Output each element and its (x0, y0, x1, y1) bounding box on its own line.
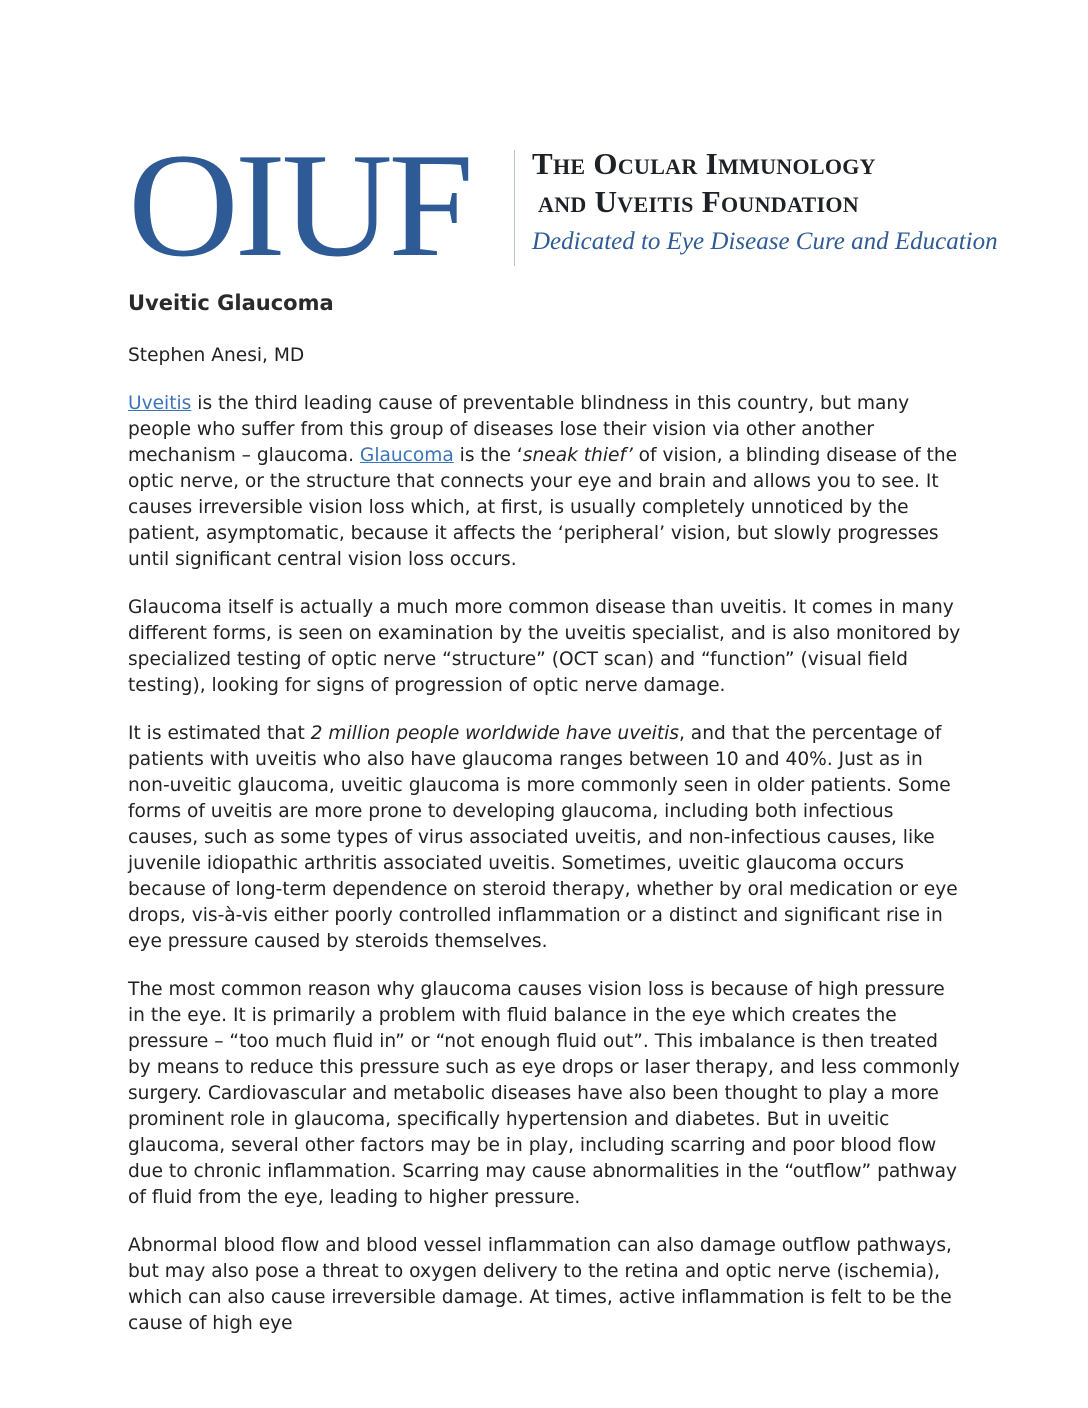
paragraph-1-text-a: is the third leading cause of preventable blindness in this country, but many people who suffer from this group of diseases lose their vision via other another mechanism – glaucoma. (128, 393, 910, 466)
oiuf-logo (128, 123, 998, 288)
logo-tagline: Dedicated to Eye Disease Cure and Education (532, 228, 998, 255)
paragraph-2: Glaucoma itself is actually a much more common disease than uveitis. It comes in many different forms, is seen on examination by the uveitis specialist, and is also monitored by specialized testing of optic nerve “structure” (OCT scan) and “function” (visual field testing), looking for signs of progression of optic nerve damage. (128, 597, 961, 696)
uveitis-link[interactable]: Uveitis (128, 393, 192, 414)
paragraph-3-emphasis: 2 million people worldwide have uveitis (310, 723, 679, 744)
logo-name-line1: The Ocular Immunology (532, 146, 876, 181)
logo-name-line2: and Uveitis Foundation (538, 184, 859, 219)
glaucoma-link[interactable]: Glaucoma (359, 445, 454, 466)
paragraph-3-text-a: It is estimated that (128, 723, 311, 744)
logo-divider (514, 150, 515, 266)
logo-mark: OIUF (128, 123, 470, 288)
article-author: Stephen Anesi, MD (128, 345, 305, 366)
article-title: Uveitic Glaucoma (128, 291, 334, 315)
paragraph-1-text-b: is the ‘ (453, 445, 523, 466)
article-body (128, 288, 962, 1337)
paragraph-1-text-c: of vision, a blinding disease of the optic nerve, or the structure that connects your eye and brain and allows you to see. It causes irreversible vision loss which, at first, is usually completely unnoticed by the patient, asymptomatic, because it affects the ‘peripheral’ vision, but slowly progresses until significant central vision loss occurs. (128, 445, 958, 570)
paragraph-3-text-b: , and that the percentage of patients with uveitis who also have glaucoma ranges between 10 and 40%. Just as in non-uveitic glaucoma, uveitic glaucoma is more commonly seen in older patients. Some forms of uveitis are more prone to developing glaucoma, including both infectious causes, such as some types of virus associated uveitis, and non-infectious causes, like juvenile idiopathic arthritis associated uveitis. Sometimes, uveitic glaucoma occurs because of long-term dependence on steroid therapy, whether by oral medication or eye drops, vis-à-vis either poorly controlled inflammation or a distinct and significant rise in eye pressure caused by steroids themselves. (128, 723, 958, 952)
paragraph-1 (128, 391, 962, 573)
paragraph-3 (128, 721, 962, 955)
paragraph-4: The most common reason why glaucoma causes vision loss is because of high pressure in the eye. It is primarily a problem with fluid balance in the eye which creates the pressure – “too much fluid in” or “not enough fluid out”. This imbalance is then treated by means to reduce this pressure such as eye drops or laser therapy, and less commonly surgery. Cardiovascular and metabolic diseases have also been thought to play a more prominent role in glaucoma, specifically hypertension and diabetes. But in uveitic glaucoma, several other factors may be in play, including scarring and poor blood flow due to chronic inflammation. Scarring may cause abnormalities in the “outflow” pathway of fluid from the eye, leading to higher pressure. (128, 979, 960, 1208)
paragraph-1-emphasis: sneak thief’ (522, 445, 633, 466)
paragraph-5: Abnormal blood flow and blood vessel inflammation can also damage outflow pathways, but may also pose a threat to oxygen delivery to the retina and optic nerve (ischemia), which can also cause irreversible damage. At times, active inflammation is felt to be the cause of high eye (128, 1235, 952, 1334)
